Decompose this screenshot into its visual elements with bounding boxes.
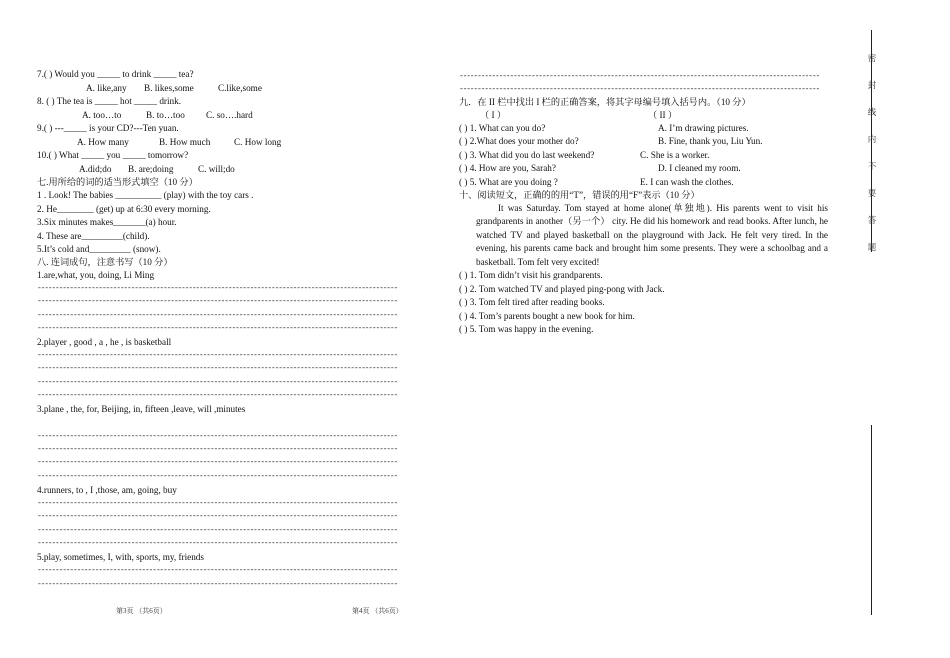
answer-line: ---------------------------------------------------------------------------------------------------- [37, 284, 398, 293]
section7-item: 5.It’s cold and_________ (snow). [37, 244, 161, 254]
tf-question: ( ) 3. Tom felt tired after reading books. [459, 297, 605, 307]
q8-option-b: B. to…too [146, 110, 185, 120]
tf-question: ( ) 5. Tom was happy in the evening. [459, 324, 594, 334]
answer-line: ---------------------------------------------------------------------------------------------------- [37, 378, 398, 387]
seal-char: 密 [867, 54, 877, 64]
seal-char: 线 [867, 108, 877, 118]
seal-char: 封 [867, 81, 877, 91]
q9-option-c: C. How long [234, 137, 282, 147]
seal-line-bottom [871, 425, 872, 615]
tf-question: ( ) 1. Tom didn’t visit his grandparents. [459, 270, 603, 280]
answer-line: ---------------------------------------------------------------------------------------------------- [37, 311, 398, 320]
column-ii-label: （ II ） [648, 110, 678, 120]
q10-stem: 10.( ) What _____ you _____ tomorrow? [37, 150, 189, 160]
section8-item: 4.runners, to , I ,those, am, going, buy [37, 485, 177, 495]
answer-line: ---------------------------------------------------------------------------------------------------- [37, 539, 398, 548]
match-question: ( ) 1. What can you do? [459, 123, 546, 133]
match-answer: B. Fine, thank you, Liu Yun. [658, 136, 763, 146]
q8-option-c: C. so….hard [206, 110, 253, 120]
q8-options [82, 110, 253, 121]
answer-line: ---------------------------------------------------------------------------------------------------- [37, 526, 398, 535]
answer-line: ---------------------------------------------------------------------------------------------------- [37, 391, 398, 400]
match-question: ( ) 4. How are you, Sarah? [459, 163, 556, 173]
q7-options [86, 83, 262, 94]
q7-option-a: A. like,any [86, 83, 127, 93]
seal-char: 要 [867, 189, 877, 199]
section8-item: 5.play, sometimes, I, with, sports, my, friends [37, 552, 204, 562]
seal-char: 不 [867, 162, 877, 172]
match-answer: A. I’m drawing pictures. [658, 123, 749, 133]
answer-line: ---------------------------------------------------------------------------------------------------- [37, 458, 398, 467]
q9-option-b: B. How much [159, 137, 211, 147]
answer-line: ---------------------------------------------------------------------------------------------------- [37, 432, 398, 441]
answer-line: ---------------------------------------------------------------------------------------------------- [37, 324, 398, 333]
q8-option-a: A. too…to [82, 110, 122, 120]
q9-stem: 9.( ) ---_____ is your CD?---Ten yuan. [37, 123, 179, 133]
answer-line: ---------------------------------------------------------------------------------------------------- [37, 351, 398, 360]
q8-stem: 8. ( ) The tea is _____ hot _____ drink. [37, 96, 182, 106]
q7-option-b: B. likes,some [144, 83, 194, 93]
page-footer-right: 第4页 （共6页） [352, 607, 403, 615]
seal-char: 内 [867, 135, 877, 145]
match-question: ( ) 3. What did you do last weekend? [459, 150, 595, 160]
answer-line: ---------------------------------------------------------------------------------------------------- [37, 445, 398, 454]
section7-item: 2. He________ (get) up at 6:30 every morning. [37, 204, 211, 214]
answer-line: ---------------------------------------------------------------------------------------------------- [37, 499, 398, 508]
section7-item: 3.Six minutes makes_______(a) hour. [37, 217, 177, 227]
answer-line: ---------------------------------------------------------------------------------------------------- [37, 297, 398, 306]
match-answer: E. I can wash the clothes. [640, 177, 734, 187]
match-answer: D. I cleaned my room. [658, 163, 741, 173]
section8-item: 2.player , good , a , he , is basketball [37, 337, 172, 347]
reading-passage: It was Saturday. Tom stayed at home alone(单独地). His parents went to visit his grandparents in another（另一个） city. He did his homework and read books. After lunch, he watched TV and played basketball on the playground with Jack. He felt very tired. In the evening, his parents came back and brought him some presents. They were a schoolbag and a basketball. Tom felt very excited! [476, 203, 828, 267]
column-i-label: （ I ） [480, 110, 507, 120]
section8-item: 1.are,what, you, doing, Li Ming [37, 270, 155, 280]
match-question: ( ) 2.What does your mother do? [459, 136, 579, 146]
q10-option-a: A.did;do [79, 164, 112, 174]
answer-line: ---------------------------------------------------------------------------------------------------- [37, 580, 398, 589]
answer-line: ---------------------------------------------------------------------------------------------------- [459, 85, 820, 94]
section7-item: 1 . Look! The babies __________ (play) with the toy cars . [37, 190, 254, 200]
q7-option-c: C.like,some [218, 83, 262, 93]
q10-option-c: C. will;do [198, 164, 235, 174]
q10-options [79, 164, 235, 175]
q9-options [77, 137, 281, 148]
q7-stem: 7.( ) Would you _____ to drink _____ tea? [37, 69, 194, 79]
q9-option-a: A. How many [77, 137, 129, 147]
page-footer-left: 第3页 （共6页） [116, 607, 167, 615]
answer-line: ---------------------------------------------------------------------------------------------------- [37, 512, 398, 521]
section8-title: 八. 连词成句，注意书写（10 分） [37, 257, 173, 267]
answer-line: ---------------------------------------------------------------------------------------------------- [37, 566, 398, 575]
seal-char: 题 [867, 243, 877, 253]
answer-line: ---------------------------------------------------------------------------------------------------- [459, 72, 820, 81]
answer-line: ---------------------------------------------------------------------------------------------------- [37, 472, 398, 481]
seal-char: 答 [867, 216, 877, 226]
section7-item: 4. These are_________(child). [37, 231, 150, 241]
answer-line: ---------------------------------------------------------------------------------------------------- [37, 364, 398, 373]
tf-question: ( ) 2. Tom watched TV and played ping-pong with Jack. [459, 284, 665, 294]
section10-title: 十、阅读短文，正确的的用“T”，错误的用“F”表示（10 分） [459, 190, 700, 200]
match-answer: C. She is a worker. [640, 150, 710, 160]
match-question: ( ) 5. What are you doing ? [459, 177, 558, 187]
q10-option-b: B. are;doing [128, 164, 174, 174]
section9-title: 九．在 II 栏中找出 I 栏的正确答案，将其字母编号填入括号内。（10 分） [459, 97, 751, 107]
section7-title: 七.用所给的词的适当形式填空（10 分） [37, 177, 198, 187]
tf-question: ( ) 4. Tom’s parents bought a new book for him. [459, 311, 635, 321]
section8-item: 3.plane , the, for, Beijing, in, fifteen ,leave, will ,minutes [37, 404, 246, 414]
